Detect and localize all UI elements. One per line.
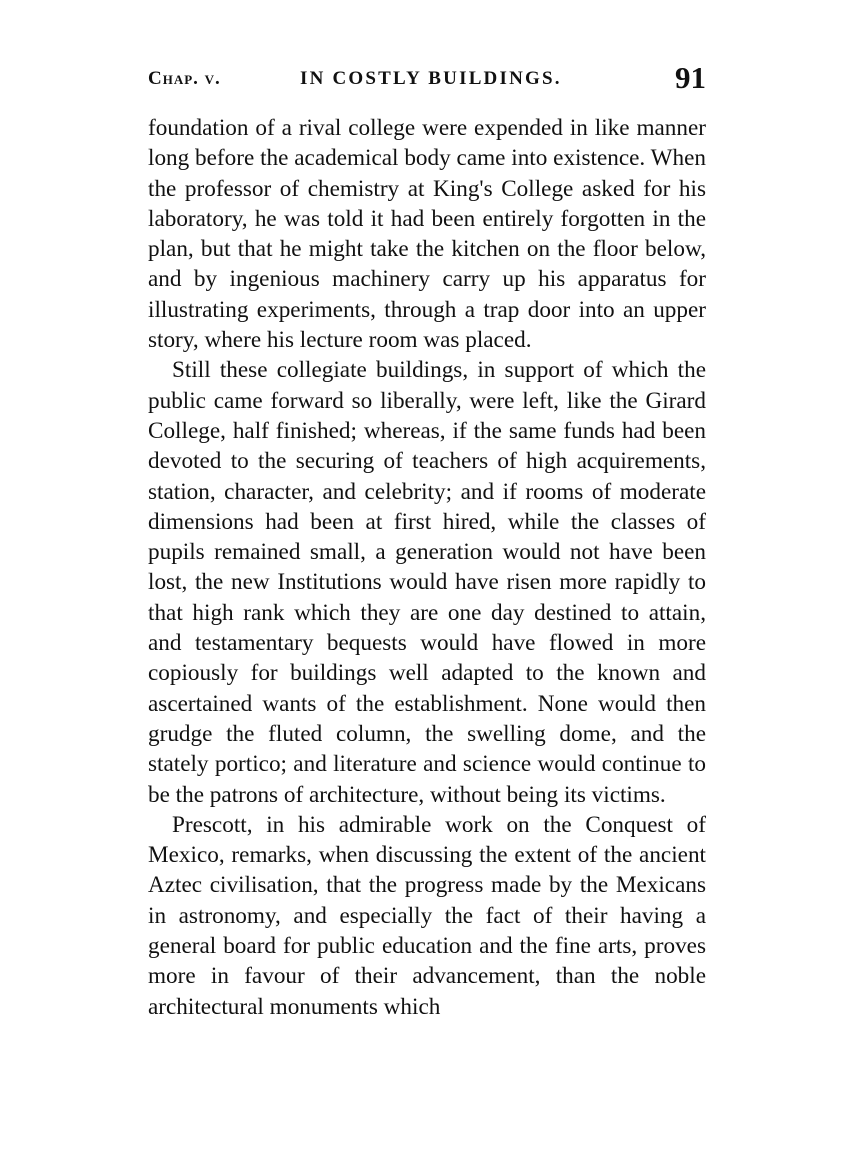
paragraph: Prescott, in his admirable work on the Conquest of Mexico, remarks, when discussing the extent of the ancient Aztec civilisation, that the progress made by the Mexicans in astronomy, and especially the fact of their having a general board for public education and the fine arts, proves more in favour of their advancement, than the noble architectural monuments which	[148, 811, 706, 1020]
page-number: 91	[675, 60, 706, 95]
running-title: IN COSTLY BUILDINGS.	[300, 68, 562, 89]
paragraph-continued: foundation of a rival college were expended in like manner long before the academical body came into existence. When the professor of chemistry at King's College asked for his laboratory, he was told it had been entirely forgotten in the plan, but that he might take the kitchen on the floor below, and by ingenious machinery carry up his apparatus for illustrating experiments, through a trap door into an upper story, where his lecture room was placed.	[148, 115, 706, 354]
page-body	[148, 113, 706, 1022]
paragraph: Still these collegiate buildings, in support of which the public came forward so liberally, were left, like the Girard College, half finished; whereas, if the same funds had been devoted to the securing of teachers of high acquirements, station, character, and celebrity; and if rooms of moderate dimensions had been at first hired, while the classes of pupils remained small, a generation would not have been lost, the new Institutions would have risen more rapidly to that high rank which they are one day destined to attain, and testamentary bequests would have flowed in more copiously for buildings well adapted to the known and ascertained wants of the establishment. None would then grudge the fluted column, the swelling dome, and the stately portico; and literature and science would continue to be the patrons of architecture, without being its victims.	[148, 357, 706, 808]
chapter-label: Chap. v.	[148, 68, 221, 89]
running-header	[148, 60, 708, 100]
